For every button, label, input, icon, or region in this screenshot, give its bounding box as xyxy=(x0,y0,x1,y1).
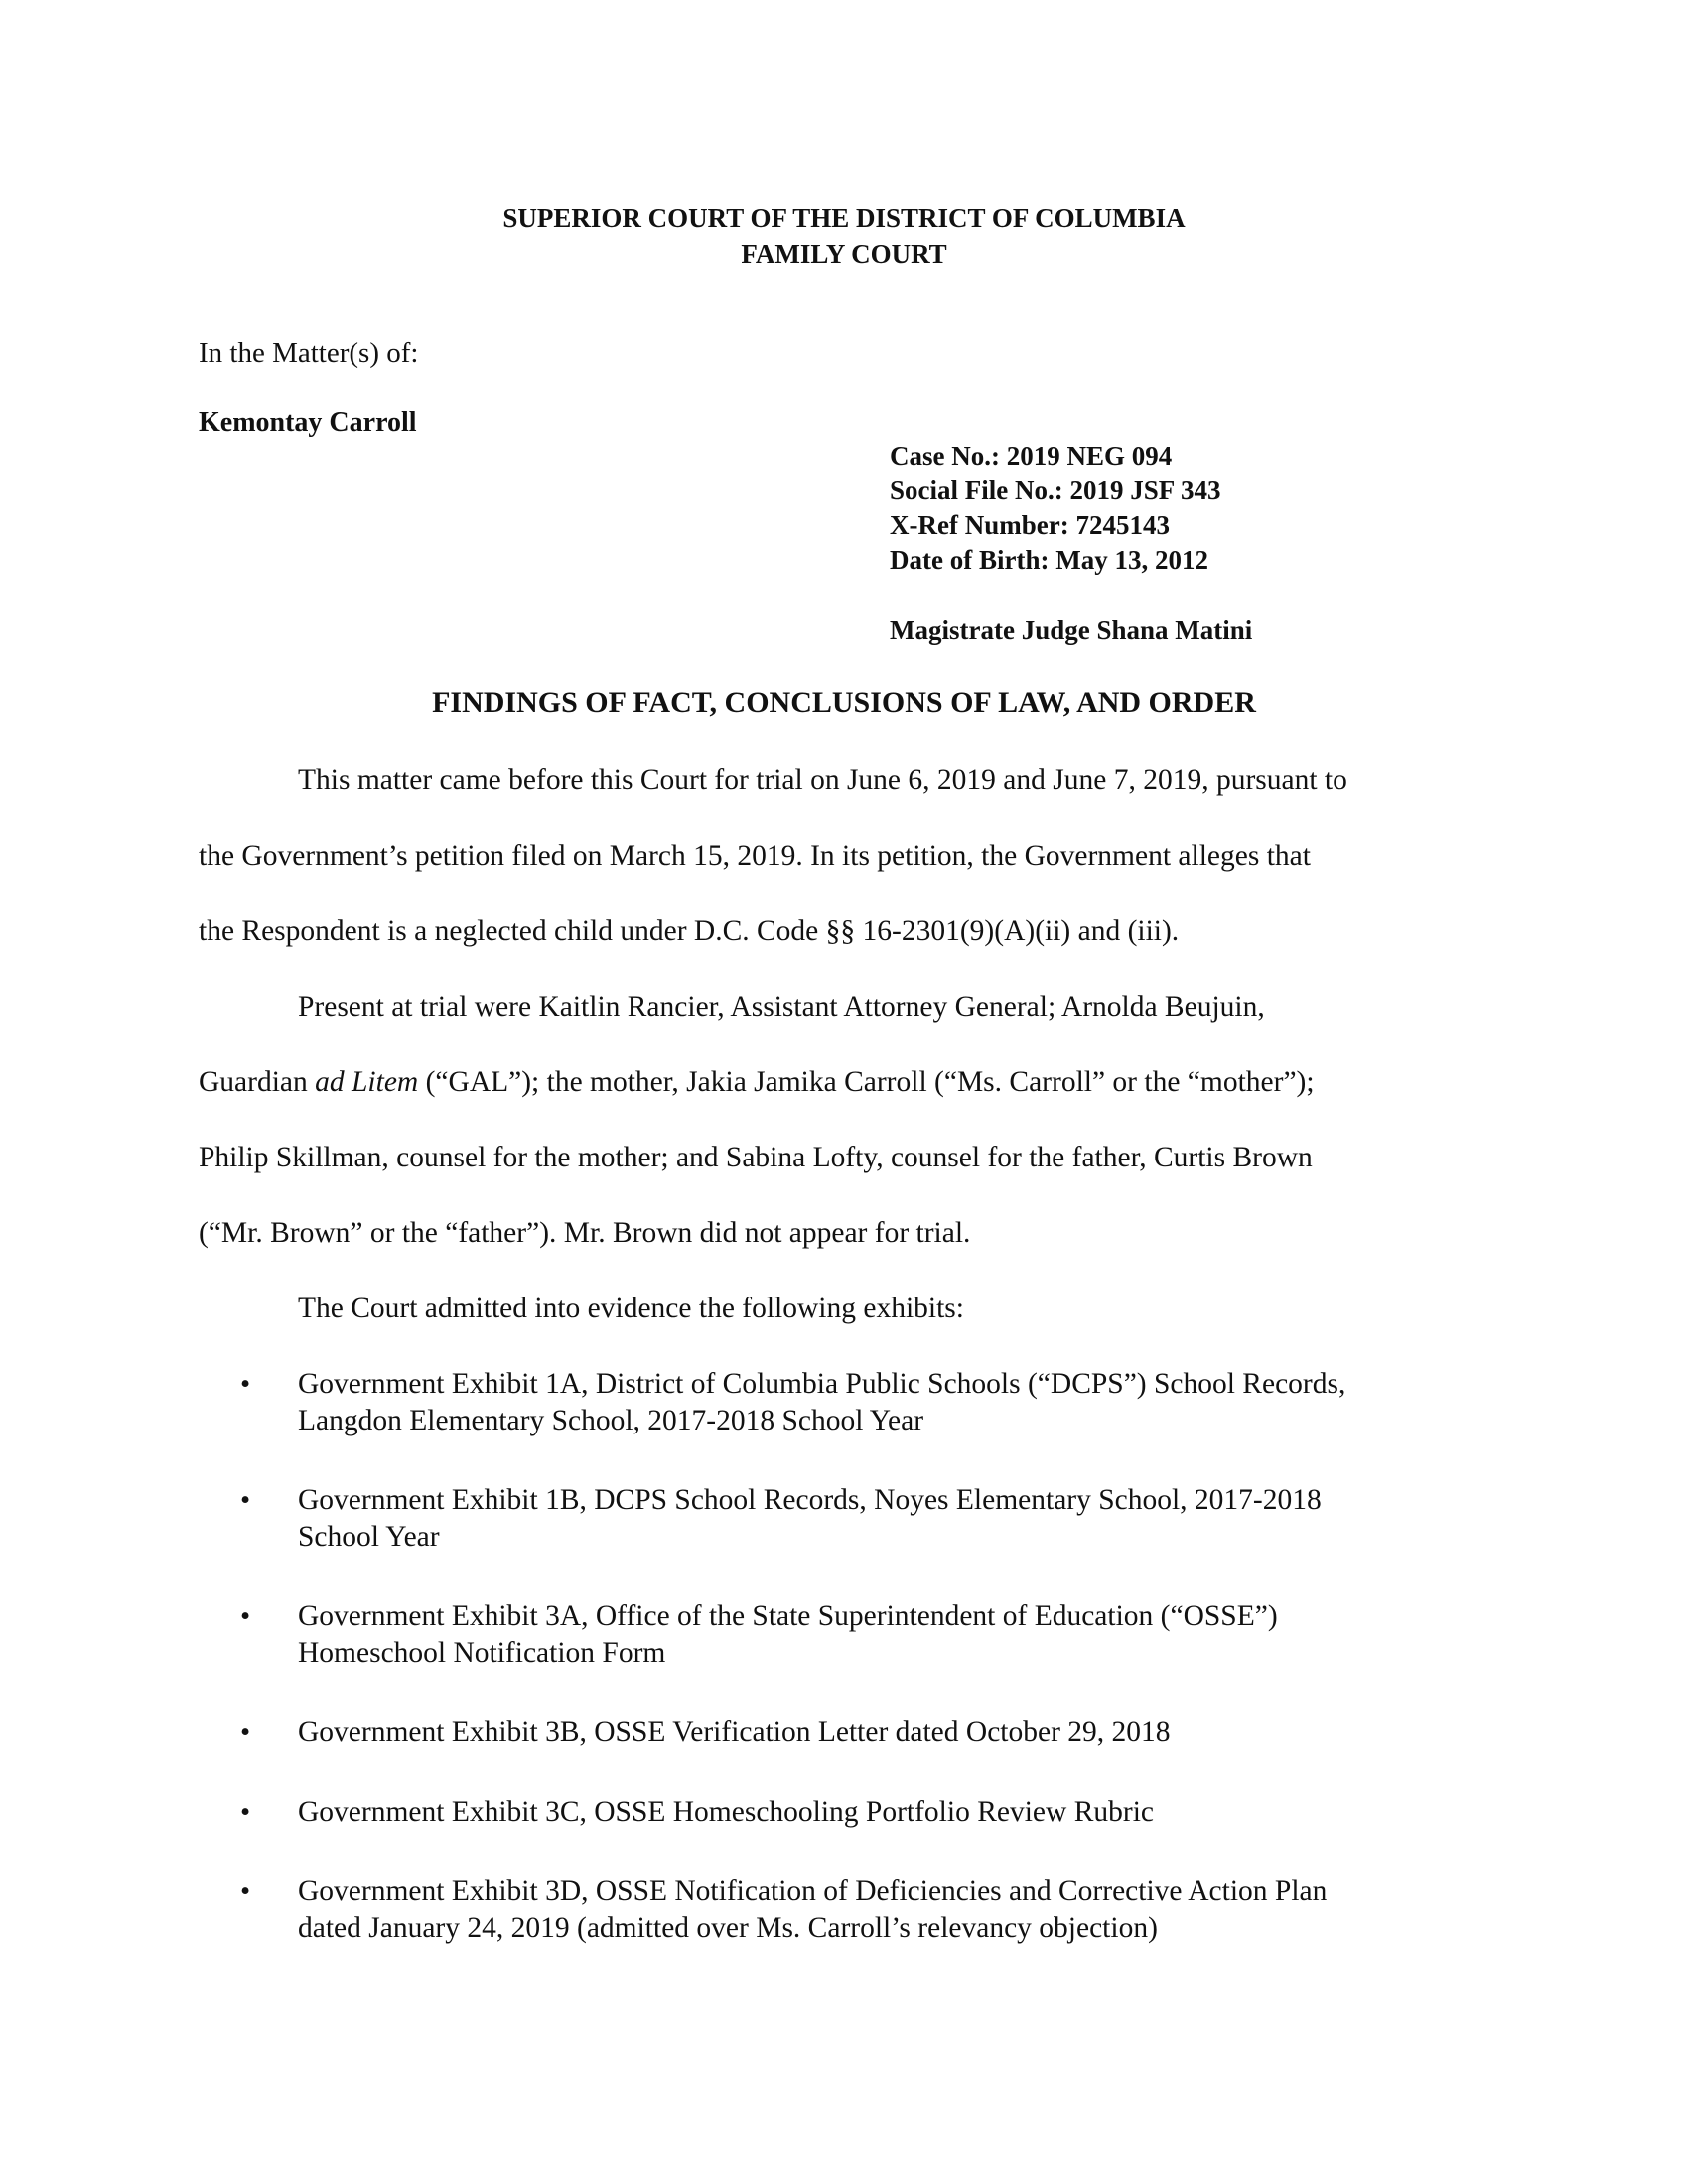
para2-line2 xyxy=(199,1064,1315,1100)
exhibit-line2: Homeschool Notification Form xyxy=(298,1637,666,1669)
exhibit-line2: School Year xyxy=(298,1521,440,1553)
respondent-name: Kemontay Carroll xyxy=(199,407,417,438)
bullet-icon: • xyxy=(240,1875,251,1907)
exhibit-item xyxy=(199,1482,1499,1556)
para2-line2-end: (“GAL”); the mother, Jakia Jamika Carroll (“Ms. Carroll” or the “mother”); xyxy=(418,1066,1315,1098)
exhibit-line1: Government Exhibit 3C, OSSE Homeschooling Portfolio Review Rubric xyxy=(298,1796,1154,1828)
magistrate-judge: Magistrate Judge Shana Matini xyxy=(890,615,1253,645)
exhibit-line1: Government Exhibit 3B, OSSE Verification Letter dated October 29, 2018 xyxy=(298,1716,1171,1748)
para2-line3: Philip Skillman, counsel for the mother; and Sabina Lofty, counsel for the father, Curtis Brown xyxy=(199,1142,1313,1173)
exhibit-item xyxy=(199,1598,1499,1672)
court-division: FAMILY COURT xyxy=(741,239,947,269)
exhibits-intro: The Court admitted into evidence the following exhibits: xyxy=(298,1293,964,1324)
para2-line4: (“Mr. Brown” or the “father”). Mr. Brown did not appear for trial. xyxy=(199,1217,971,1249)
bullet-icon: • xyxy=(240,1368,251,1400)
ad-litem-italic: ad Litem xyxy=(315,1066,419,1098)
matter-intro: In the Matter(s) of: xyxy=(199,338,419,369)
document-title: FINDINGS OF FACT, CONCLUSIONS OF LAW, AND ORDER xyxy=(432,686,1256,719)
para1-line3: the Respondent is a neglected child under D.C. Code §§ 16-2301(9)(A)(ii) and (iii). xyxy=(199,915,1180,947)
exhibit-item xyxy=(199,1794,1499,1831)
court-header xyxy=(0,201,1688,272)
bullet-icon: • xyxy=(240,1716,251,1748)
exhibit-item xyxy=(199,1366,1499,1439)
exhibit-item xyxy=(199,1873,1499,1947)
exhibit-line1: Government Exhibit 1A, District of Columbia Public Schools (“DCPS”) School Records, xyxy=(298,1368,1346,1400)
exhibit-line1: Government Exhibit 3D, OSSE Notification of Deficiencies and Corrective Action Plan xyxy=(298,1875,1328,1907)
date-of-birth: Date of Birth: May 13, 2012 xyxy=(890,545,1208,575)
para2-line2-start: Guardian xyxy=(199,1066,316,1098)
exhibit-line2: Langdon Elementary School, 2017-2018 School Year xyxy=(298,1405,924,1436)
exhibit-line1: Government Exhibit 1B, DCPS School Records, Noyes Elementary School, 2017-2018 xyxy=(298,1484,1322,1516)
exhibit-item xyxy=(199,1714,1499,1751)
court-name: SUPERIOR COURT OF THE DISTRICT OF COLUMBIA xyxy=(502,204,1186,233)
exhibit-line1: Government Exhibit 3A, Office of the State Superintendent of Education (“OSSE”) xyxy=(298,1600,1278,1632)
para1-line1: This matter came before this Court for trial on June 6, 2019 and June 7, 2019, pursuant to xyxy=(298,764,1347,796)
para1-line2: the Government’s petition filed on March 15, 2019. In its petition, the Government alleges that xyxy=(199,840,1311,872)
case-number: Case No.: 2019 NEG 094 xyxy=(890,441,1173,471)
xref-number: X-Ref Number: 7245143 xyxy=(890,510,1170,540)
bullet-icon: • xyxy=(240,1484,251,1516)
bullet-icon: • xyxy=(240,1796,251,1828)
exhibit-line2: dated January 24, 2019 (admitted over Ms. Carroll’s relevancy objection) xyxy=(298,1912,1158,1944)
exhibit-list xyxy=(199,1366,1499,1989)
case-info-block xyxy=(890,439,1220,578)
para2-line1: Present at trial were Kaitlin Rancier, Assistant Attorney General; Arnolda Beujuin, xyxy=(298,991,1265,1023)
social-file-number: Social File No.: 2019 JSF 343 xyxy=(890,476,1221,505)
bullet-icon: • xyxy=(240,1600,251,1632)
